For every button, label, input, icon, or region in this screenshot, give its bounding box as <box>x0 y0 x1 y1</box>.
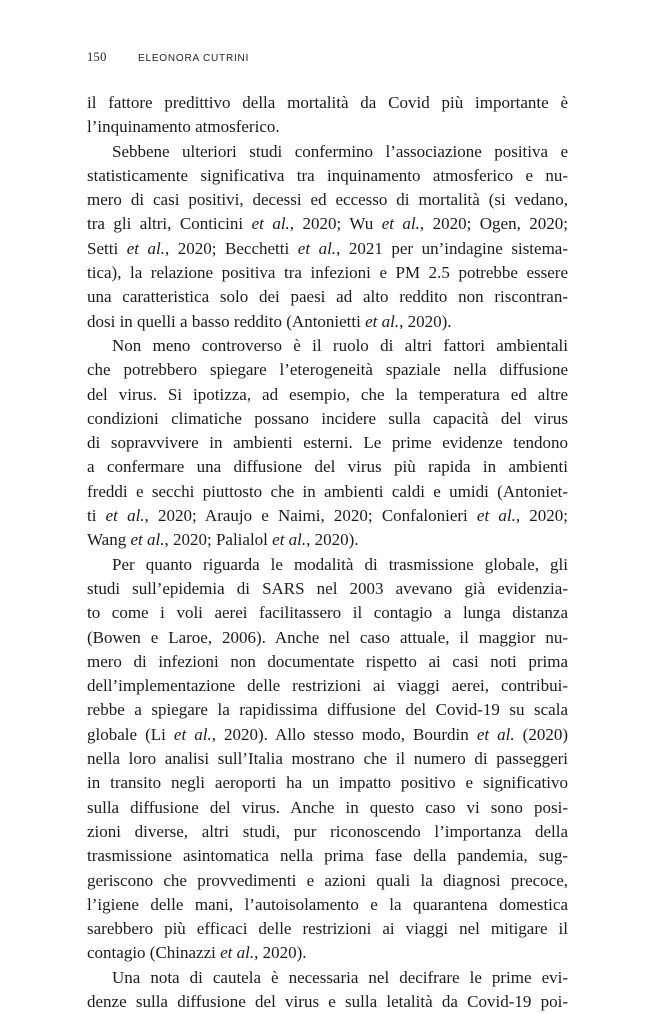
paragraph <box>87 140 568 334</box>
text-line: denze sulla diffusione del virus e sulla letalità da Covid-19 poi- <box>87 991 568 1011</box>
text-line: una caratteristica solo dei paesi ad alto reddito non riscontran- <box>87 287 568 307</box>
text-line: a confermare una diffusione del virus più rapida in ambienti <box>87 457 568 477</box>
text-line: to come i voli aerei facilitassero il contagio a lunga distanza <box>87 603 568 623</box>
text-line: l’igiene delle mani, l’autoisolamento e la quarantena domestica <box>87 894 568 914</box>
book-page <box>87 50 568 1014</box>
text-line: dell’implementazione delle restrizioni ai viaggi aerei, contribui- <box>87 676 568 696</box>
text-line: geriscono che provvedimenti e azioni quali la diagnosi precoce, <box>87 870 568 890</box>
text-line: del virus. Si ipotizza, ad esempio, che la temperatura ed altre <box>87 384 568 404</box>
paragraph <box>87 966 568 1014</box>
text-line: che potrebbero spiegare l’eterogeneità spaziale nella diffusione <box>87 360 568 380</box>
text-line: rebbe a spiegare la rapidissima diffusione del Covid-19 su scala <box>87 700 568 720</box>
text-line: Una nota di cautela è necessaria nel decifrare le prime evi- <box>112 967 568 987</box>
text-line: tra gli altri, Conticini et al., 2020; Wu et al., 2020; Ogen, 2020; <box>87 214 569 234</box>
paragraph <box>87 91 568 140</box>
text-line: il fattore predittivo della mortalità da Covid più importante è <box>87 93 568 112</box>
text-line: sulla diffusione del virus. Anche in questo caso vi sono posi- <box>87 797 568 817</box>
text-line: ti et al., 2020; Araujo e Naimi, 2020; Confalonieri et al., 2020; <box>87 506 568 526</box>
text-line: freddi e secchi piuttosto che in ambienti caldi e umidi (Antoniet- <box>87 481 568 501</box>
text-line: Per quanto riguarda le modalità di trasmissione globale, gli <box>112 554 568 574</box>
running-head-author: ELEONORA CUTRINI <box>138 53 250 64</box>
text-line: zioni diverse, altri studi, pur riconoscendo l’importanza della <box>87 821 568 841</box>
page-number: 150 <box>87 50 107 64</box>
text-line: condizioni climatiche possano incidere sulla capacità del virus <box>87 408 568 428</box>
text-line: Wang et al., 2020; Palialol et al., 2020). <box>87 530 359 550</box>
text-line: contagio (Chinazzi et al., 2020). <box>87 943 307 963</box>
text-line: Non meno controverso è il ruolo di altri fattori ambientali <box>112 335 568 355</box>
text-line: tica), la relazione positiva tra infezioni e PM 2.5 potrebbe essere <box>87 263 568 283</box>
text-line: (Bowen e Laroe, 2006). Anche nel caso attuale, il maggior nu- <box>87 627 568 647</box>
running-head <box>87 50 568 70</box>
text-line: studi sull’epidemia di SARS nel 2003 avevano già evidenzia- <box>87 578 568 598</box>
text-line: Setti et al., 2020; Becchetti et al., 2021 per un’indagine sistema- <box>87 238 569 258</box>
text-line: l’inquinamento atmosferico. <box>87 117 280 137</box>
text-line: dosi in quelli a basso reddito (Antonietti et al., 2020). <box>87 311 452 331</box>
text-line: globale (Li et al., 2020). Allo stesso modo, Bourdin et al. (2020) <box>87 724 568 744</box>
text-line: statisticamente significativa tra inquinamento atmosferico e nu- <box>87 165 568 185</box>
paragraph <box>87 553 568 966</box>
paragraph <box>87 334 568 553</box>
text-line: in transito negli aeroporti ha un impatto positivo e significativo <box>87 773 568 793</box>
text-line: mero di casi positivi, decessi ed eccesso di mortalità (si vedano, <box>87 190 568 210</box>
text-line: mero di infezioni non documentate rispetto ai casi noti prima <box>87 651 568 671</box>
text-line: nella loro analisi sull’Italia mostrano che il numero di passeggeri <box>87 749 568 769</box>
text-line: trasmissione asintomatica nella prima fase della pandemia, sug- <box>87 846 568 866</box>
body-text <box>87 91 568 1014</box>
text-line: sarebbero più efficaci delle restrizioni ai viaggi nel mitigare il <box>87 919 568 939</box>
text-line: Sebbene ulteriori studi confermino l’associazione positiva e <box>112 141 568 161</box>
text-line: di sopravvivere in ambienti esterni. Le prime evidenze tendono <box>87 433 568 453</box>
